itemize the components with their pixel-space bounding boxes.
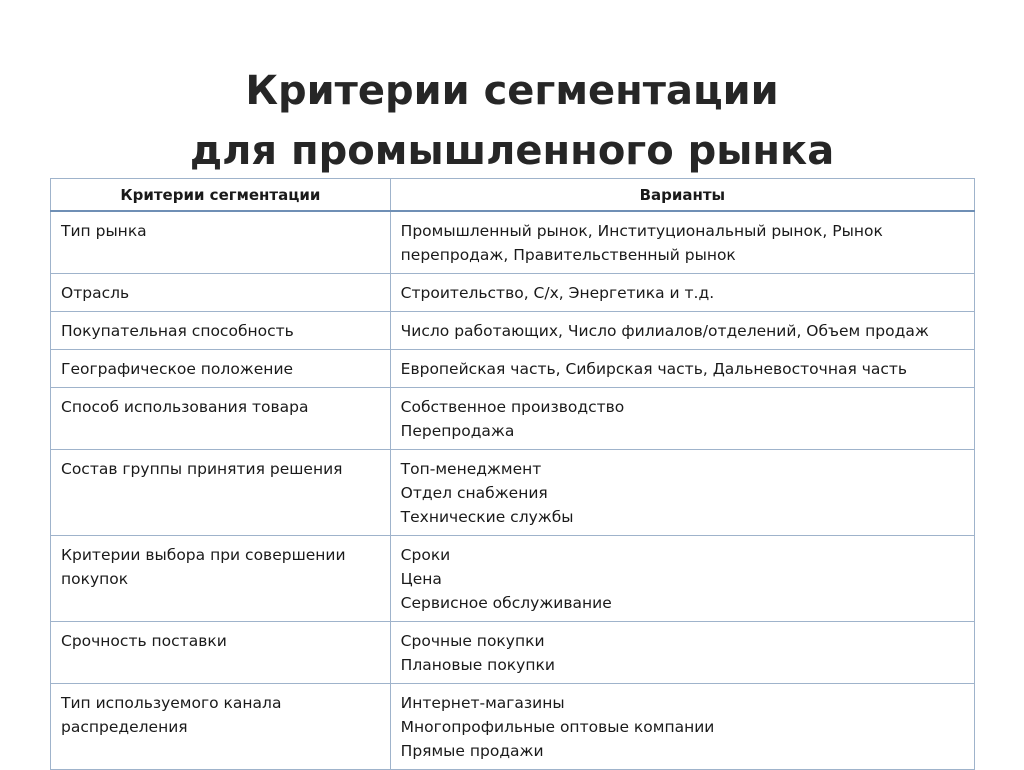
table-row xyxy=(51,450,975,536)
variants-cell xyxy=(390,312,974,350)
slide-title-line-1: Критерии сегментации xyxy=(245,67,779,114)
criterion-cell: Срочность поставки xyxy=(51,622,391,684)
variant-item: Прямые продажи xyxy=(400,742,544,760)
variants-cell xyxy=(390,388,974,450)
variants-cell xyxy=(390,622,974,684)
variant-item: Технические службы xyxy=(400,508,574,526)
variant-item: Европейская часть, Сибирская часть, Дальневосточная часть xyxy=(400,360,908,378)
criterion-cell: Способ использования товара xyxy=(51,388,391,450)
slide-title-line-2: для промышленного рынка xyxy=(189,127,835,174)
variant-item: Собственное производство xyxy=(400,398,625,416)
criteria-column-header: Критерии сегментации xyxy=(51,179,391,212)
variant-item: Многопрофильные оптовые компании xyxy=(400,718,715,736)
table-header-row xyxy=(51,179,975,212)
table-row xyxy=(51,622,975,684)
variant-item: Сервисное обслуживание xyxy=(400,594,612,612)
variants-cell xyxy=(390,684,974,770)
table-body xyxy=(51,211,975,770)
criterion-cell: Покупательная способность xyxy=(51,312,391,350)
variant-item: Плановые покупки xyxy=(400,656,555,674)
variants-column-header: Варианты xyxy=(390,179,974,212)
variant-item: Число работающих, Число филиалов/отделений, Объем продаж xyxy=(400,322,929,340)
table-row xyxy=(51,684,975,770)
criterion-cell: Тип рынка xyxy=(51,211,391,274)
variant-item: Строительство, С/х, Энергетика и т.д. xyxy=(400,284,715,302)
variants-cell xyxy=(390,274,974,312)
criterion-cell: Критерии выбора при совершении покупок xyxy=(51,536,391,622)
variants-cell xyxy=(390,211,974,274)
slide-title xyxy=(0,61,1024,181)
criterion-cell: Состав группы принятия решения xyxy=(51,450,391,536)
segmentation-criteria-table xyxy=(50,178,975,770)
variant-item: Перепродажа xyxy=(400,422,515,440)
variant-item: Срочные покупки xyxy=(400,632,545,650)
table-row xyxy=(51,350,975,388)
variant-item: Цена xyxy=(400,570,442,588)
table-row xyxy=(51,274,975,312)
criterion-cell: Отрасль xyxy=(51,274,391,312)
criterion-cell: Географическое положение xyxy=(51,350,391,388)
table-row xyxy=(51,388,975,450)
variant-item: Промышленный рынок, Институциональный рынок, Рынок xyxy=(400,222,883,240)
variant-item: перепродаж, Правительственный рынок xyxy=(400,246,736,264)
table-row xyxy=(51,312,975,350)
variants-cell xyxy=(390,536,974,622)
variants-cell xyxy=(390,350,974,388)
variant-item: Интернет-магазины xyxy=(400,694,565,712)
variant-item: Топ-менеджмент xyxy=(400,460,542,478)
table-row xyxy=(51,536,975,622)
variant-item: Сроки xyxy=(400,546,451,564)
criterion-cell: Тип используемого канала распределения xyxy=(51,684,391,770)
variants-cell xyxy=(390,450,974,536)
table-row xyxy=(51,211,975,274)
variant-item: Отдел снабжения xyxy=(400,484,548,502)
